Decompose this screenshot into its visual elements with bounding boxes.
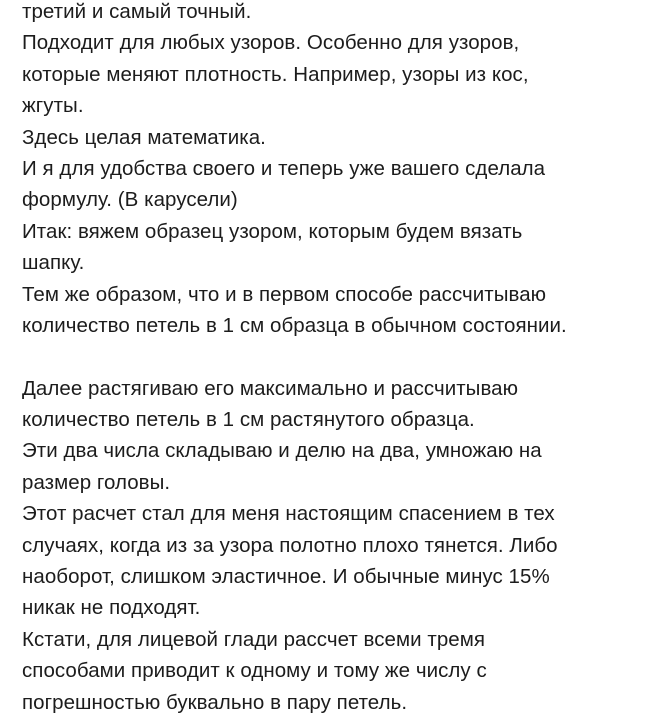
post-line: Подходит для любых узоров. Особенно для узоров,: [22, 31, 520, 55]
post-line: размер головы.: [22, 470, 171, 494]
post-line: И я для удобства своего и теперь уже вашего сделала: [22, 156, 546, 180]
post-line: Здесь целая математика.: [22, 125, 266, 149]
post-line: Далее растягиваю его максимально и рассчитываю: [22, 376, 519, 400]
post-text: [22, 0, 652, 718]
post-line: Итак: вяжем образец узором, которым будем вязать: [22, 219, 523, 243]
post-line: количество петель в 1 см образца в обычном состоянии.: [22, 313, 567, 337]
paragraph-gap: [22, 341, 652, 372]
post-line: Эти два числа складываю и делю на два, умножаю на: [22, 439, 542, 463]
post-line: погрешностью буквально в пару петель.: [22, 690, 408, 714]
post-line: наоборот, слишком эластичное. И обычные минус 15%: [22, 565, 550, 589]
post-line: Кстати, для лицевой глади рассчет всеми тремя: [22, 627, 486, 651]
post-line: третий и самый точный.: [22, 0, 252, 23]
post-line: формулу. (В карусели): [22, 188, 238, 212]
post-line: жгуты.: [22, 94, 84, 118]
post-line: шапку.: [22, 251, 85, 275]
post-line: способами приводит к одному и тому же числу с: [22, 659, 487, 683]
post-line: количество петель в 1 см растянутого образца.: [22, 408, 475, 432]
post-line: случаях, когда из за узора полотно плохо тянется. Либо: [22, 533, 558, 557]
post-line: Этот расчет стал для меня настоящим спасением в тех: [22, 502, 555, 526]
post-line: которые меняют плотность. Например, узоры из кос,: [22, 62, 529, 86]
post-line: Тем же образом, что и в первом способе рассчитываю: [22, 282, 547, 306]
post-line: никак не подходят.: [22, 596, 201, 620]
